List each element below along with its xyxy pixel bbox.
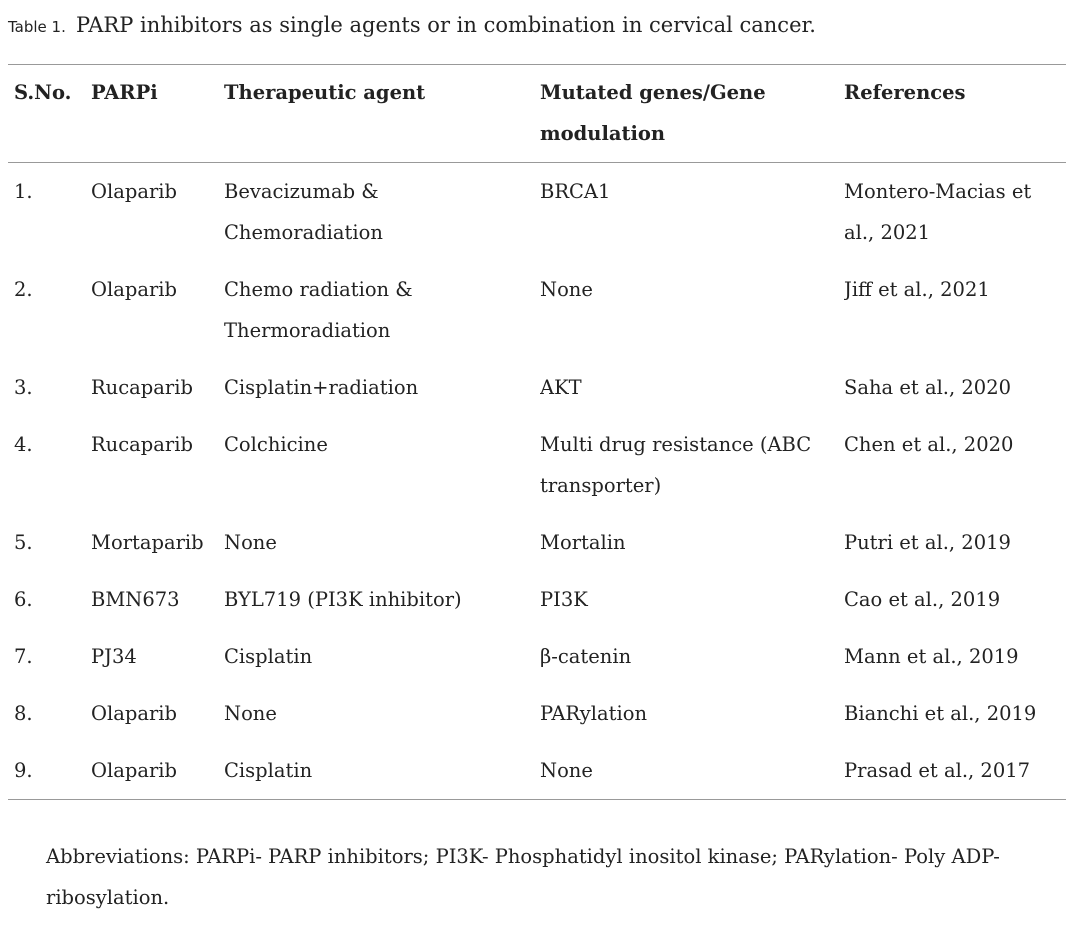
table-number: Table 1. — [8, 18, 66, 36]
therapeutic-agent-cell: Bevacizumab & Chemoradiation — [224, 180, 383, 244]
table-row — [8, 571, 1066, 628]
mutated-genes-cell: Mortalin — [540, 531, 626, 554]
mutated-genes-cell: None — [540, 278, 593, 301]
table-row — [8, 685, 1066, 742]
therapeutic-agent-cell: None — [224, 702, 277, 725]
reference-cell: Mann et al., 2019 — [844, 645, 1019, 668]
sno-cell: 9. — [14, 759, 33, 782]
reference-cell: Saha et al., 2020 — [844, 376, 1012, 399]
table-header — [8, 65, 1066, 163]
therapeutic-agent-cell: BYL719 (PI3K inhibitor) — [224, 588, 462, 611]
reference-cell: Chen et al., 2020 — [844, 433, 1014, 456]
reference-cell: Bianchi et al., 2019 — [844, 702, 1037, 725]
parpi-cell: Olaparib — [91, 180, 177, 203]
sno-cell: 3. — [14, 376, 33, 399]
table-body — [8, 163, 1066, 800]
parpi-cell: Olaparib — [91, 759, 177, 782]
sno-cell: 8. — [14, 702, 33, 725]
reference-cell: Cao et al., 2019 — [844, 588, 1001, 611]
table-row — [8, 514, 1066, 571]
header-parpi: PARPi — [91, 81, 158, 104]
data-table — [8, 64, 1066, 800]
therapeutic-agent-cell: Chemo radiation & Thermoradiation — [224, 278, 413, 342]
reference-cell: Jiff et al., 2021 — [844, 278, 990, 301]
reference-cell: Montero-Macias et al., 2021 — [844, 180, 1032, 244]
sno-cell: 6. — [14, 588, 33, 611]
mutated-genes-cell: BRCA1 — [540, 180, 611, 203]
mutated-genes-cell: PARylation — [540, 702, 648, 725]
sno-cell: 2. — [14, 278, 33, 301]
parpi-cell: Mortaparib — [91, 531, 204, 554]
table-row — [8, 742, 1066, 800]
therapeutic-agent-cell: None — [224, 531, 277, 554]
table-row — [8, 359, 1066, 416]
mutated-genes-cell: PI3K — [540, 588, 588, 611]
table-caption — [8, 2, 816, 40]
mutated-genes-cell: AKT — [540, 376, 582, 399]
parpi-cell: Olaparib — [91, 702, 177, 725]
mutated-genes-cell: None — [540, 759, 593, 782]
parpi-cell: BMN673 — [91, 588, 180, 611]
sno-cell: 1. — [14, 180, 33, 203]
parpi-cell: Rucaparib — [91, 376, 193, 399]
mutated-genes-cell: β-catenin — [540, 645, 632, 668]
parpi-cell: PJ34 — [91, 645, 137, 668]
sno-cell: 7. — [14, 645, 33, 668]
header-row — [8, 65, 1066, 163]
therapeutic-agent-cell: Cisplatin — [224, 759, 313, 782]
reference-cell: Prasad et al., 2017 — [844, 759, 1031, 782]
mutated-genes-cell: Multi drug resistance (ABC transporter) — [540, 433, 812, 497]
therapeutic-agent-cell: Colchicine — [224, 433, 328, 456]
table-row — [8, 261, 1066, 359]
header-therapeutic-agent: Therapeutic agent — [224, 81, 426, 104]
table-title: PARP inhibitors as single agents or in combination in cervical cancer. — [76, 13, 816, 37]
table-row — [8, 628, 1066, 685]
reference-cell: Putri et al., 2019 — [844, 531, 1011, 554]
sno-cell: 4. — [14, 433, 33, 456]
parpi-cell: Olaparib — [91, 278, 177, 301]
sno-cell: 5. — [14, 531, 33, 554]
table-footnote: Abbreviations: PARPi- PARP inhibitors; PI3K- Phosphatidyl inositol kinase; PARylation- Poly ADP-ribosylation. — [46, 845, 1000, 909]
parpi-cell: Rucaparib — [91, 433, 193, 456]
header-mutated-genes: Mutated genes/Gene modulation — [540, 81, 766, 145]
table-row — [8, 163, 1066, 262]
therapeutic-agent-cell: Cisplatin+radiation — [224, 376, 419, 399]
table-row — [8, 416, 1066, 514]
header-references: References — [844, 81, 966, 104]
header-sno: S.No. — [14, 81, 72, 104]
therapeutic-agent-cell: Cisplatin — [224, 645, 313, 668]
